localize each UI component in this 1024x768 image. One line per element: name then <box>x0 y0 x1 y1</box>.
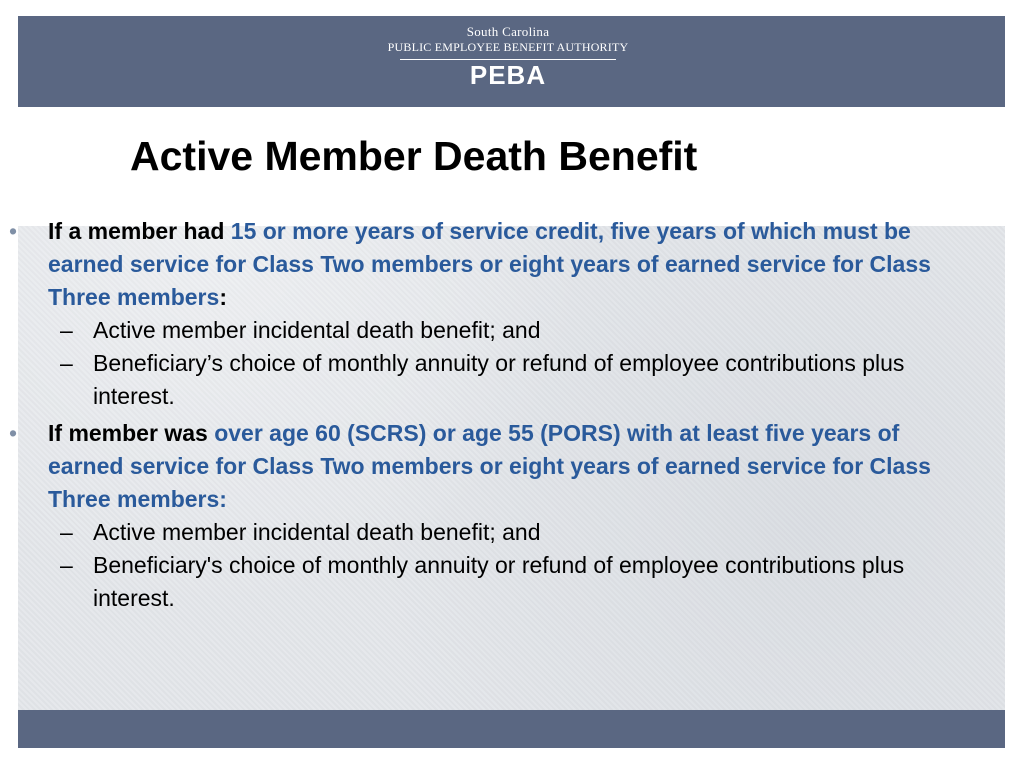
bullet-item <box>0 417 978 516</box>
bullet-lead-text: If member was <box>48 420 215 446</box>
logo-state-text: South Carolina <box>466 24 550 39</box>
sub-bullet-item <box>0 516 973 549</box>
dash-icon: – <box>60 350 73 376</box>
slide-title: Active Member Death Benefit <box>130 133 698 179</box>
dash-icon: – <box>60 519 73 545</box>
sub-bullet-text: Active member incidental death benefit; and <box>93 519 541 545</box>
peba-logo <box>378 24 638 104</box>
logo-wordmark: PEBA <box>469 60 547 90</box>
bullet-lead-text: If a member had <box>48 218 231 244</box>
dash-icon: – <box>60 317 73 343</box>
sub-bullet-text: Beneficiary’s choice of monthly annuity or refund of employee contributions plus interest. <box>93 350 905 409</box>
sub-bullet-text: Beneficiary's choice of monthly annuity or refund of employee contributions plus interest. <box>93 552 905 611</box>
logo-authority-text: PUBLIC EMPLOYEE BENEFIT AUTHORITY <box>387 40 629 54</box>
sub-bullet-item <box>0 549 973 615</box>
bullet-trail-text: : <box>219 284 227 310</box>
sub-bullet-item <box>0 347 973 413</box>
dash-icon: – <box>60 552 73 578</box>
bullet-icon: • <box>9 420 18 446</box>
bullet-highlight-text: over age 60 (SCRS) or age 55 (PORS) with at least five years of earned service for Class Two members or eight years of earned service for Class Three members: <box>48 420 931 512</box>
sub-bullet-item <box>0 314 973 347</box>
bullet-item <box>0 215 978 314</box>
bullet-highlight-text: 15 or more years of service credit, five years of which must be earned service for Class Two members or eight years of earned service for Class Three members <box>48 218 931 310</box>
bullet-list <box>0 215 987 615</box>
footer-band <box>18 710 1005 748</box>
bullet-icon: • <box>9 218 18 244</box>
sub-bullet-text: Active member incidental death benefit; and <box>93 317 541 343</box>
